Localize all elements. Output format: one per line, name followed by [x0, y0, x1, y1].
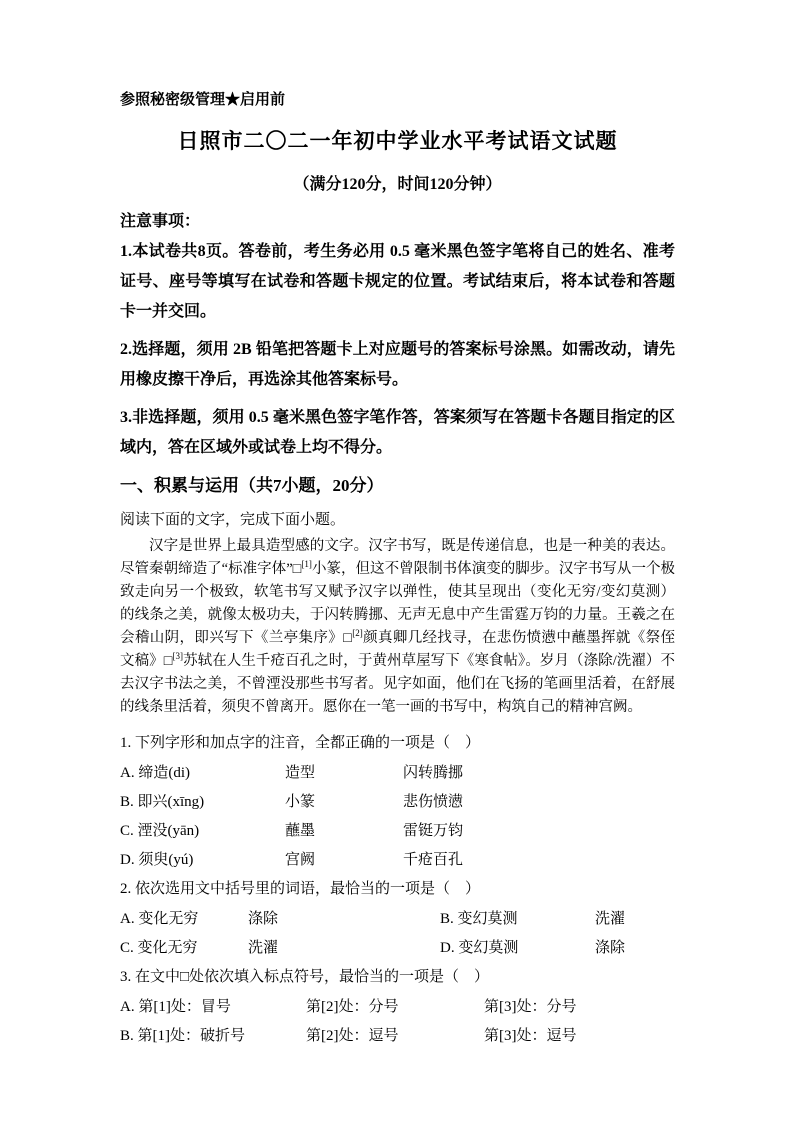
q2-option-b-col1: B. 变幻莫测 — [440, 911, 518, 927]
passage-footnote-3: [3] — [172, 651, 184, 662]
q3-option-a-col2: 第[2]处：分号 — [306, 999, 399, 1015]
question-2 — [120, 879, 675, 958]
q3-option-b-col3: 第[3]处：逗号 — [484, 1028, 577, 1044]
exam-note-2: 2.选择题，须用 2B 铅笔把答题卡上对应题号的答案标号涂黑。如需改动，请先用橡皮擦干净后，再选涂其他答案标号。 — [120, 341, 675, 388]
q2-option-d-col1: D. 变幻莫测 — [440, 940, 519, 956]
reading-passage — [120, 535, 675, 719]
q1-option-b-col3: 悲伤愤懑 — [403, 794, 464, 810]
passage-footnote-1: [1] — [301, 559, 312, 570]
question-3 — [120, 967, 675, 1046]
q3-option-a-col3: 第[3]处：分号 — [484, 999, 577, 1015]
q1-option-d-col1: D. 须臾(yú) — [120, 852, 194, 868]
q1-option-c-col2: 蘸墨 — [285, 823, 316, 839]
q1-option-b-col1: B. 即兴(xīng) — [120, 794, 205, 810]
reading-intro: 阅读下面的文字，完成下面小题。 — [120, 512, 346, 528]
passage-segment-3: 颜真卿几经找寻，在悲伤愤懑中蘸墨挥就《祭侄文稿》□ — [120, 630, 675, 669]
passage-segment-2: 小篆，但这不曾限制书体演变的脚步。汉字书写从一个极致走向另一个极致，软笔书写又赋予汉字以弹性，使其呈现出（变化无穷/变幻莫测）的线条之美，就像太极功夫，于闪转腾挪、无声无息中产生雷霆万钧的力量。王羲之在会稽山阴，即兴写下《兰亭集序》□ — [120, 561, 675, 646]
passage-segment-4: 苏轼在人生千疮百孔之时，于黄州草屋写下《寒食帖》。岁月（涤除/洗濯）不去汉字书法之美，不曾湮没那些书写者。见字如面，他们在飞扬的笔画里活着，在舒展的线条里活着，须臾不曾离开。愿你在一笔一画的书写中，构筑自己的精神宫阙。 — [120, 653, 675, 715]
question-1-option-b — [120, 792, 675, 812]
q2-option-d-col2: 涤除 — [595, 940, 626, 956]
question-3-option-a — [120, 997, 675, 1017]
question-1-stem: 1. 下列字形和加点字的注音，全都正确的一项是（ ） — [120, 735, 481, 751]
question-3-stem: 3. 在文中□处依次填入标点符号，最恰当的一项是（ ） — [120, 969, 490, 985]
exam-note-3: 3.非选择题，须用 0.5 毫米黑色签字笔作答，答案须写在答题卡各题目指定的区域内，答在区域外或试卷上均不得分。 — [120, 409, 675, 456]
q2-option-b-col2: 洗濯 — [595, 911, 626, 927]
security-notice: 参照秘密级管理★启用前 — [120, 92, 286, 108]
q2-option-a-col1: A. 变化无穷 — [120, 911, 199, 927]
question-1 — [120, 733, 675, 870]
notes-heading: 注意事项： — [120, 213, 201, 230]
question-1-option-d — [120, 850, 675, 870]
q1-option-c-col1: C. 湮没(yān) — [120, 823, 200, 839]
question-2-stem: 2. 依次选用文中括号里的词语，最恰当的一项是（ ） — [120, 881, 481, 897]
q1-option-d-col2: 宫阙 — [285, 852, 316, 868]
q2-option-c-col1: C. 变化无穷 — [120, 940, 198, 956]
q1-option-a-col3: 闪转腾挪 — [403, 765, 464, 781]
q1-option-a-col2: 造型 — [285, 765, 316, 781]
q3-option-b-col2: 第[2]处：逗号 — [306, 1028, 399, 1044]
exam-note-1: 1.本试卷共8页。答卷前，考生务必用 0.5 毫米黑色签字笔将自己的姓名、准考证号、座号等填写在试卷和答题卡规定的位置。考试结束后，将本试卷和答题卡一并交回。 — [120, 243, 675, 320]
q1-option-c-col3: 雷铤万钧 — [403, 823, 464, 839]
exam-title: 日照市二〇二一年初中学业水平考试语文试题 — [177, 129, 618, 153]
q1-option-b-col2: 小篆 — [285, 794, 316, 810]
q3-option-a-col1: A. 第[1]处：冒号 — [120, 999, 231, 1015]
passage-footnote-2: [2] — [352, 628, 363, 639]
question-3-option-b — [120, 1026, 675, 1046]
section-one-heading: 一、积累与运用（共7小题，20分） — [120, 476, 384, 495]
passage-segment-1: 汉字是世界上最具造型感的文字。汉字书写，既是传递信息，也是一种美的表达。尽管秦朝缔造了“标准字体”□ — [120, 538, 675, 577]
question-2-options-row-1 — [120, 909, 675, 929]
question-1-option-a — [120, 763, 675, 783]
q1-option-a-col1: A. 缔造(di) — [120, 765, 190, 781]
q2-option-a-col2: 涤除 — [248, 911, 279, 927]
question-2-options-row-2 — [120, 938, 675, 958]
question-1-option-c — [120, 821, 675, 841]
q3-option-b-col1: B. 第[1]处：破折号 — [120, 1028, 245, 1044]
q2-option-c-col2: 洗濯 — [248, 940, 279, 956]
exam-subtitle: （满分120分，时间120分钟） — [293, 176, 502, 193]
q1-option-d-col3: 千疮百孔 — [403, 852, 464, 868]
